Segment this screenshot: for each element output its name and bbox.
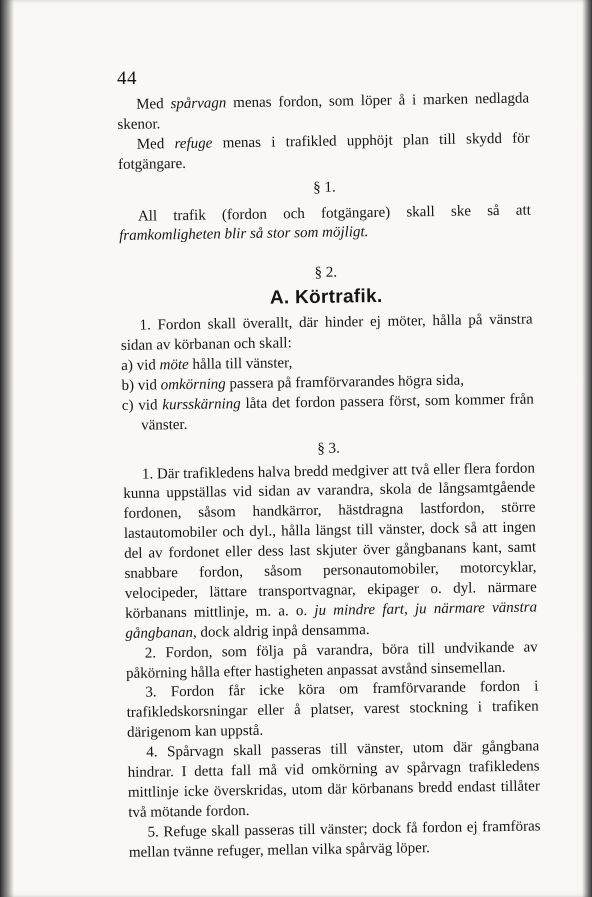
text-run: Med <box>136 135 175 153</box>
text-run: menas i trafikled upphöjt plan till skydd för fotgängare. <box>117 130 530 173</box>
text-run: låta det fordon passera först, som kommer från vänster. <box>141 391 534 434</box>
page-binding-shadow <box>0 0 14 897</box>
section-2-title: § 2. <box>314 264 338 282</box>
body-text <box>117 90 541 864</box>
text-run: 1. Där trafikledens halva bredd medgiver att två eller flera fordon kunna uppställas vid sidan av varandra, skola de långsamtgående fordonen, såsom handkärror, hästdragna lastfordon, större lastautomobiler och dyl., hålla längst till vänster, dock så att ingen del av fordonet eller dess last skjuter över gångbanans kant, samt snabbare fordon, såsom personautomobiler, motorcyklar, velocipeder, lättare transportvagnar, ekipager o. dyl. närmare körbanans mittlinje, m. a. o. <box>123 459 537 622</box>
text-run: passera på framförvarandes högra sida, <box>225 372 465 393</box>
italic-text-run: omkörning <box>160 376 226 394</box>
list-item <box>122 390 535 436</box>
definition-paragraph <box>118 129 531 175</box>
page-edge-shadow <box>582 0 592 897</box>
italic-text-run: ju mindre fart, ju närmare vänstra gångbanan, <box>125 599 538 642</box>
definitions <box>117 90 530 176</box>
text-run: Med <box>136 96 171 113</box>
italic-text-run: möte <box>159 356 189 374</box>
text-run: dock aldrig inpå densamma. <box>196 621 370 641</box>
text-run: 5. Refuge skall passeras till vänster; dock få fordon ej framföras mellan tvänne refuger, mellan vilka spårväg löper. <box>128 818 541 861</box>
section-3-paragraph <box>126 678 539 744</box>
section-3-paragraph <box>126 638 539 684</box>
italic-text-run: refuge <box>174 135 213 152</box>
text-run: 3. Fordon får icke köra om framförvarande fordon i trafikledskorsningar eller å platser, varest stockning i trafiken därigenom kan uppstå. <box>126 678 539 742</box>
text-run: All trafik (fordon och fotgängare) skall ske så att <box>137 202 531 225</box>
text-run: a) vid <box>121 357 160 374</box>
text-run: 1. Fordon skall överallt, där hinder ej möter, hålla på vänstra sidan av körbanan och skall: <box>120 311 533 355</box>
section-3-paragraph <box>127 738 540 824</box>
section-1-title: § 1. <box>313 179 336 196</box>
definition-paragraph <box>117 90 530 136</box>
text-run: 4. Spårvagn skall passeras till vänster, utom där gångbana hindrar. I detta fall må vid omkörning av spårvagn trafikledens mittlinje icke överskridas, utom där körbanans bredd endast tillåter två mötande fordon. <box>127 738 541 821</box>
text-run: hålla till vänster, <box>188 355 293 373</box>
text-run: c) vid <box>121 397 163 414</box>
section-3-paragraph <box>128 817 541 863</box>
page-number: 44 <box>117 68 137 89</box>
section-2-paragraph <box>120 311 533 357</box>
section-1-paragraph <box>119 201 532 247</box>
italic-text-run: spårvagn <box>170 95 227 113</box>
text-run: menas fordon, som löper å i marken nedlagda skenor. <box>117 90 530 133</box>
section-heading: A. Körtrafik. <box>269 286 383 309</box>
italic-text-run: kursskärning <box>162 395 241 414</box>
text-run: 2. Fordon, som följa på varandra, böra till undvikande av påkörning hålla efter hastigheten anpassat avstånd sinsemellan. <box>125 639 538 682</box>
section-3-title: § 3. <box>317 440 340 457</box>
section-3-paragraph <box>123 459 538 645</box>
text-run: b) vid <box>121 377 161 394</box>
italic-text-run: framkomligheten blir så stor som möjligt. <box>119 224 369 245</box>
